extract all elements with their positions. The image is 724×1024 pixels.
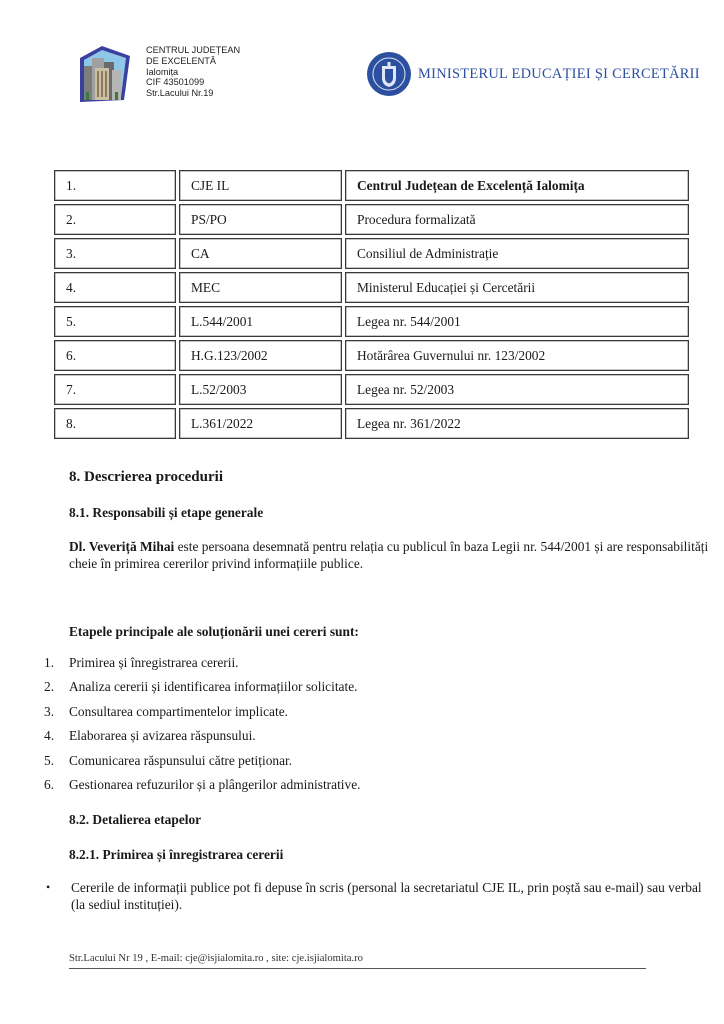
responsible-description: este persoana desemnată pentru relația cu publicul în baza Legii nr. 544/2001 și are responsabilități cheie în primirea cererilor privind informațiile publice. — [69, 539, 709, 571]
table-row — [54, 238, 689, 269]
bullet-icon: • — [46, 880, 51, 894]
step-text: Comunicarea răspunsului către petiționar. — [69, 752, 293, 768]
abbreviation-cell: H.G.123/2002 — [179, 340, 342, 371]
list-item — [44, 679, 361, 703]
institution-line: DE EXCELENTĂ — [146, 55, 216, 66]
step-number: 4. — [44, 728, 55, 744]
list-item — [44, 655, 361, 679]
abbreviation-cell: L.544/2001 — [179, 306, 342, 337]
abbreviation-cell: L.52/2003 — [179, 374, 342, 405]
institution-line: CIF 43501099 — [146, 77, 205, 88]
row-number: 1. — [54, 170, 176, 201]
row-number: 6. — [54, 340, 176, 371]
meaning-cell: Hotărârea Guvernului nr. 123/2002 — [345, 340, 689, 371]
section-8-heading: 8. Descrierea procedurii — [69, 469, 223, 485]
step-number: 1. — [44, 655, 55, 670]
row-number: 5. — [54, 306, 176, 337]
abbreviation-cell: MEC — [179, 272, 342, 303]
row-number: 2. — [54, 204, 176, 235]
step-number: 5. — [44, 752, 55, 768]
list-item — [44, 704, 361, 728]
section-8-2-1-heading: 8.2.1. Primirea și înregistrarea cererii — [69, 847, 284, 862]
row-number: 8. — [54, 408, 176, 439]
romania-coat-of-arms-emblem — [366, 51, 412, 97]
city-buildings-logo — [72, 44, 134, 108]
step-text: Consultarea compartimentelor implicate. — [69, 703, 289, 719]
table-row — [54, 408, 689, 439]
meaning-cell: Centrul Județean de Excelență Ialomița — [345, 170, 689, 201]
abbreviation-cell: CJE IL — [179, 170, 342, 201]
meaning-cell: Legea nr. 544/2001 — [345, 306, 689, 337]
abbreviation-cell: CA — [179, 238, 342, 269]
institution-info — [146, 45, 240, 99]
row-number: 4. — [54, 272, 176, 303]
ministry-header — [366, 51, 700, 97]
table-row — [54, 306, 689, 337]
row-number: 3. — [54, 238, 176, 269]
responsible-name: Dl. Veveriță Mihai — [69, 539, 175, 554]
table-row — [54, 340, 689, 371]
step-number: 3. — [44, 703, 55, 719]
steps-heading: Etapele principale ale soluționării unei cereri sunt: — [69, 624, 359, 639]
step-text: Primirea și înregistrarea cererii. — [69, 655, 239, 670]
list-item — [44, 728, 361, 752]
abbreviation-cell: L.361/2022 — [179, 408, 342, 439]
list-item — [44, 879, 714, 913]
table-row — [54, 204, 689, 235]
steps-list — [44, 655, 361, 801]
meaning-cell: Ministerul Educației și Cercetării — [345, 272, 689, 303]
meaning-cell: Consiliul de Administrație — [345, 238, 689, 269]
table-row — [54, 170, 689, 201]
step-number: 6. — [44, 776, 55, 792]
abbreviation-cell: PS/PO — [179, 204, 342, 235]
abbreviations-table — [51, 167, 692, 442]
responsible-paragraph — [69, 538, 719, 572]
section-8-2-heading: 8.2. Detalierea etapelor — [69, 812, 202, 827]
step-text: Elaborarea și avizarea răspunsului. — [69, 728, 256, 744]
ministry-title: MINISTERUL EDUCAȚIEI ȘI CERCETĂRII — [418, 65, 700, 82]
step-text: Gestionarea refuzurilor și a plângerilor administrative. — [69, 776, 361, 792]
list-item — [44, 777, 361, 801]
bullet-text: Cererile de informații publice pot fi depuse în scris (personal la secretariatul CJE IL, prin poștă sau e-mail) sau verbal (la sediul instituției). — [71, 880, 702, 912]
institution-line: Str.Lacului Nr.19 — [146, 88, 214, 99]
step-text: Analiza cererii și identificarea informațiilor solicitate. — [69, 679, 358, 695]
table-row — [54, 374, 689, 405]
list-item — [44, 753, 361, 777]
footer-divider — [69, 968, 646, 969]
table-row — [54, 272, 689, 303]
row-number: 7. — [54, 374, 176, 405]
section-8-1-heading: 8.1. Responsabili și etape generale — [69, 505, 264, 520]
institution-line: Ialomița — [146, 66, 179, 77]
meaning-cell: Legea nr. 52/2003 — [345, 374, 689, 405]
meaning-cell: Legea nr. 361/2022 — [345, 408, 689, 439]
institution-line: CENTRUL JUDEȚEAN — [146, 45, 241, 55]
step-number: 2. — [44, 679, 55, 695]
footer-contact: Str.Lacului Nr 19 , E-mail: cje@isjialomita.ro , site: cje.isjialomita.ro — [69, 953, 363, 964]
meaning-cell: Procedura formalizată — [345, 204, 689, 235]
